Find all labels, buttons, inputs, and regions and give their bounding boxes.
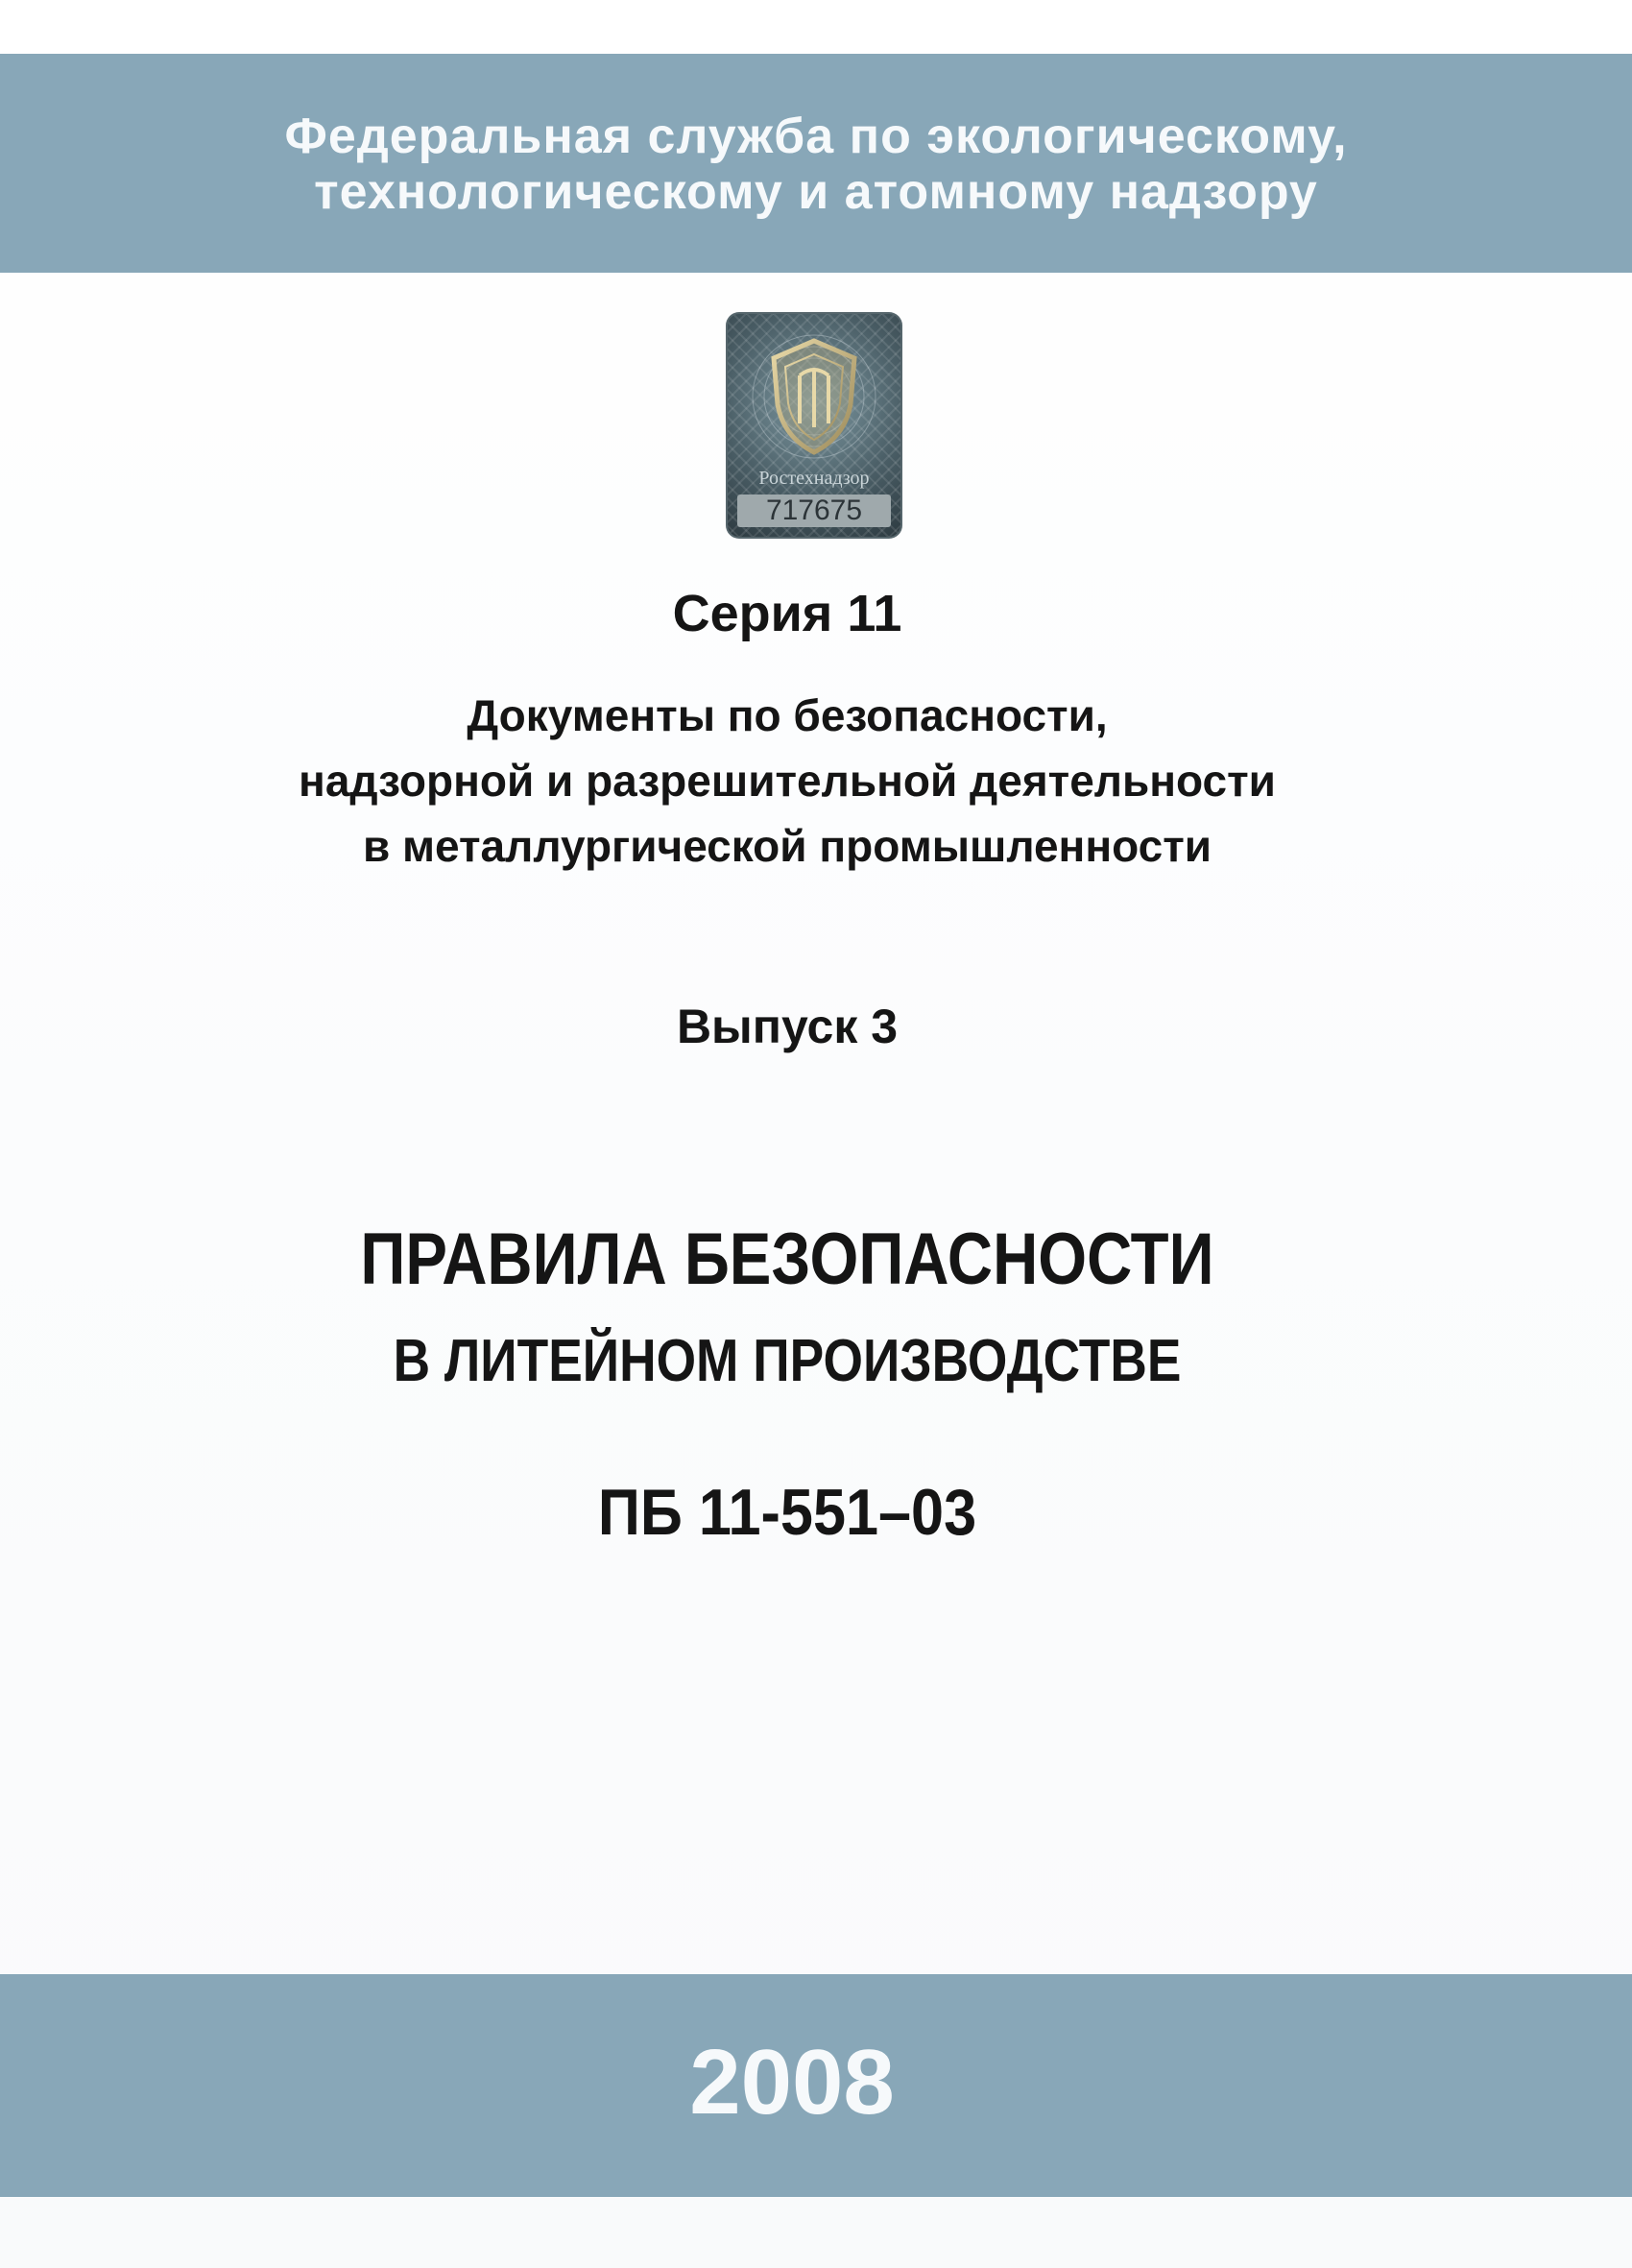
document-code: ПБ 11-551–03	[597, 1476, 977, 1549]
hologram-brand-label: Ростехнадзор	[758, 468, 870, 489]
series-description-line-3: в металлургической промышленности	[362, 821, 1212, 871]
agency-name-line-1: Федеральная служба по экологическому,	[284, 109, 1348, 164]
agency-name-line-2: технологическому и атомному надзору	[314, 164, 1318, 220]
publication-year: 2008	[689, 2031, 895, 2134]
shield-emblem-icon	[747, 329, 881, 464]
document-title-line-2: В ЛИТЕЙНОМ ПРОИЗВОДСТВЕ	[393, 1328, 1182, 1394]
issue-label: Выпуск 3	[676, 1000, 899, 1053]
series-description-line-2: надзорной и разрешительной деятельности	[299, 756, 1276, 806]
hologram-sticker	[726, 312, 902, 539]
series-description-line-1: Документы по безопасности,	[467, 690, 1108, 740]
document-title-line-1: ПРАВИЛА БЕЗОПАСНОСТИ	[360, 1218, 1214, 1300]
series-label: Серия 11	[672, 585, 902, 642]
hologram-serial-number: 717675	[737, 495, 891, 527]
